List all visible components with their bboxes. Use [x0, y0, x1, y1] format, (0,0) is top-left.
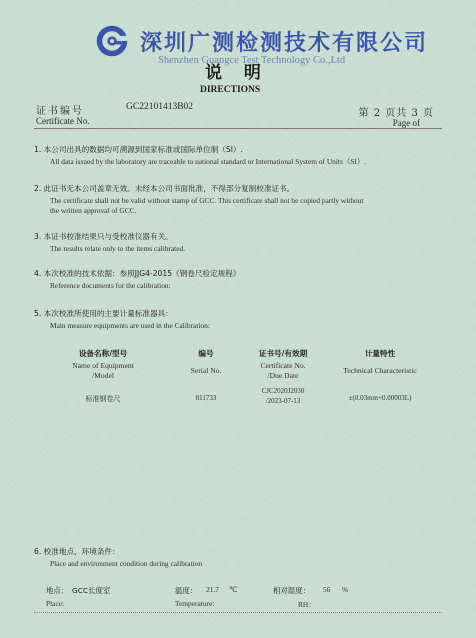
temperature-unit: ℃ [229, 585, 238, 594]
section-5-en: Main measure equipments are used in the Calibration: [50, 321, 210, 330]
section-3-cn: 3. 本证书校准结果只与受校准仪器有关。 [34, 232, 173, 241]
table-header-serial-en: Serial No. [190, 366, 222, 375]
table-header-certificate-en-2: /Due Date [267, 371, 299, 380]
table-header-name-en-1: Name of Equipment [72, 361, 134, 370]
table-header-certificate-cn: 证书号/有效期 [258, 349, 308, 358]
section-2-cn: 2. 此证书无本公司盖章无效。未经本公司书面批准，不得部分复制校准证书。 [34, 184, 295, 193]
table-header-certificate-en-1: Certificate No. [260, 361, 306, 370]
page-indicator-en: Page of [392, 118, 420, 128]
table-header-characteristic-cn: 计量特性 [364, 349, 396, 358]
table-cell-certificate-1: CJC2020J2030 [261, 387, 305, 395]
section-1-en: All data issued by the laboratory are traceable to national standard or International System of Units（SI）. [50, 157, 367, 166]
table-cell-serial: 811733 [195, 394, 217, 402]
place-label-cn: 地点： [46, 586, 69, 595]
certificate-row [36, 102, 440, 130]
certificate-label-cn: 证书编号 [36, 106, 84, 117]
section-2-en-line-1: The certificate shall not be valid without stamp of GCC. This certificate shall not be copied partly without [50, 196, 364, 205]
humidity-label-cn: 相对湿度： [273, 586, 310, 595]
table-header-name-en-2: /Model [92, 371, 114, 380]
table-header-name-cn: 设备名称/型号 [78, 349, 128, 358]
section-2-en-line-2: the written approval of GCC. [50, 206, 137, 215]
company-name-en: Shenzhen Guangce Test Technology Co.,Ltd [158, 55, 346, 66]
certificate-number: GC22101413B02 [126, 102, 194, 112]
temperature-label-cn: 温度： [175, 586, 198, 595]
place-label-en: Place: [46, 599, 65, 608]
section-4-en: Reference documents for the calibration: [50, 281, 171, 290]
humidity-value: 56 [323, 585, 331, 594]
table-cell-characteristic: ±(0.03mm+0.00003L) [348, 394, 412, 402]
footer-divider [34, 612, 442, 613]
section-4-cn: 4. 本次校准的技术依据：参照JJG4-2015《钢卷尺检定规程》 [34, 269, 241, 278]
humidity-unit: % [342, 585, 349, 594]
temperature-label-en: Temperature: [175, 599, 215, 608]
section-1-cn: 1. 本公司出具的数据均可溯源到国家标准或国际单位制（SI）. [34, 145, 243, 154]
gcc-logo-icon [95, 24, 129, 58]
header-divider [34, 128, 442, 129]
table-cell-equipment-name: 标准钢卷尺 [85, 395, 121, 403]
table-header-characteristic-en: Technical Characteristic [343, 366, 417, 375]
section-5-cn: 5. 本次校准所使用的主要计量标准器具： [34, 309, 173, 318]
temperature-value: 21.7 [206, 585, 219, 594]
humidity-label-en: RH： [298, 600, 316, 609]
place-value: GCC长度室 [72, 586, 111, 595]
page-indicator-cn: 第 2 页共 3 页 [358, 108, 434, 119]
table-cell-certificate-2: /2023-07-13 [265, 397, 301, 405]
section-6-en: Place and environment condition during calibration [50, 559, 203, 568]
table-header-serial-cn: 编号 [198, 349, 214, 358]
company-name-cn: 深圳广测检测技术有限公司 [140, 31, 429, 56]
doc-title-en: DIRECTIONS [200, 85, 261, 95]
doc-title-cn: 说 明 [205, 63, 269, 83]
section-6-cn: 6. 校准地点、环境条件： [34, 547, 120, 556]
section-3-en: The results relate only to the items calibrated. [50, 244, 186, 253]
certificate-label-en: Certificate No. [36, 116, 90, 126]
